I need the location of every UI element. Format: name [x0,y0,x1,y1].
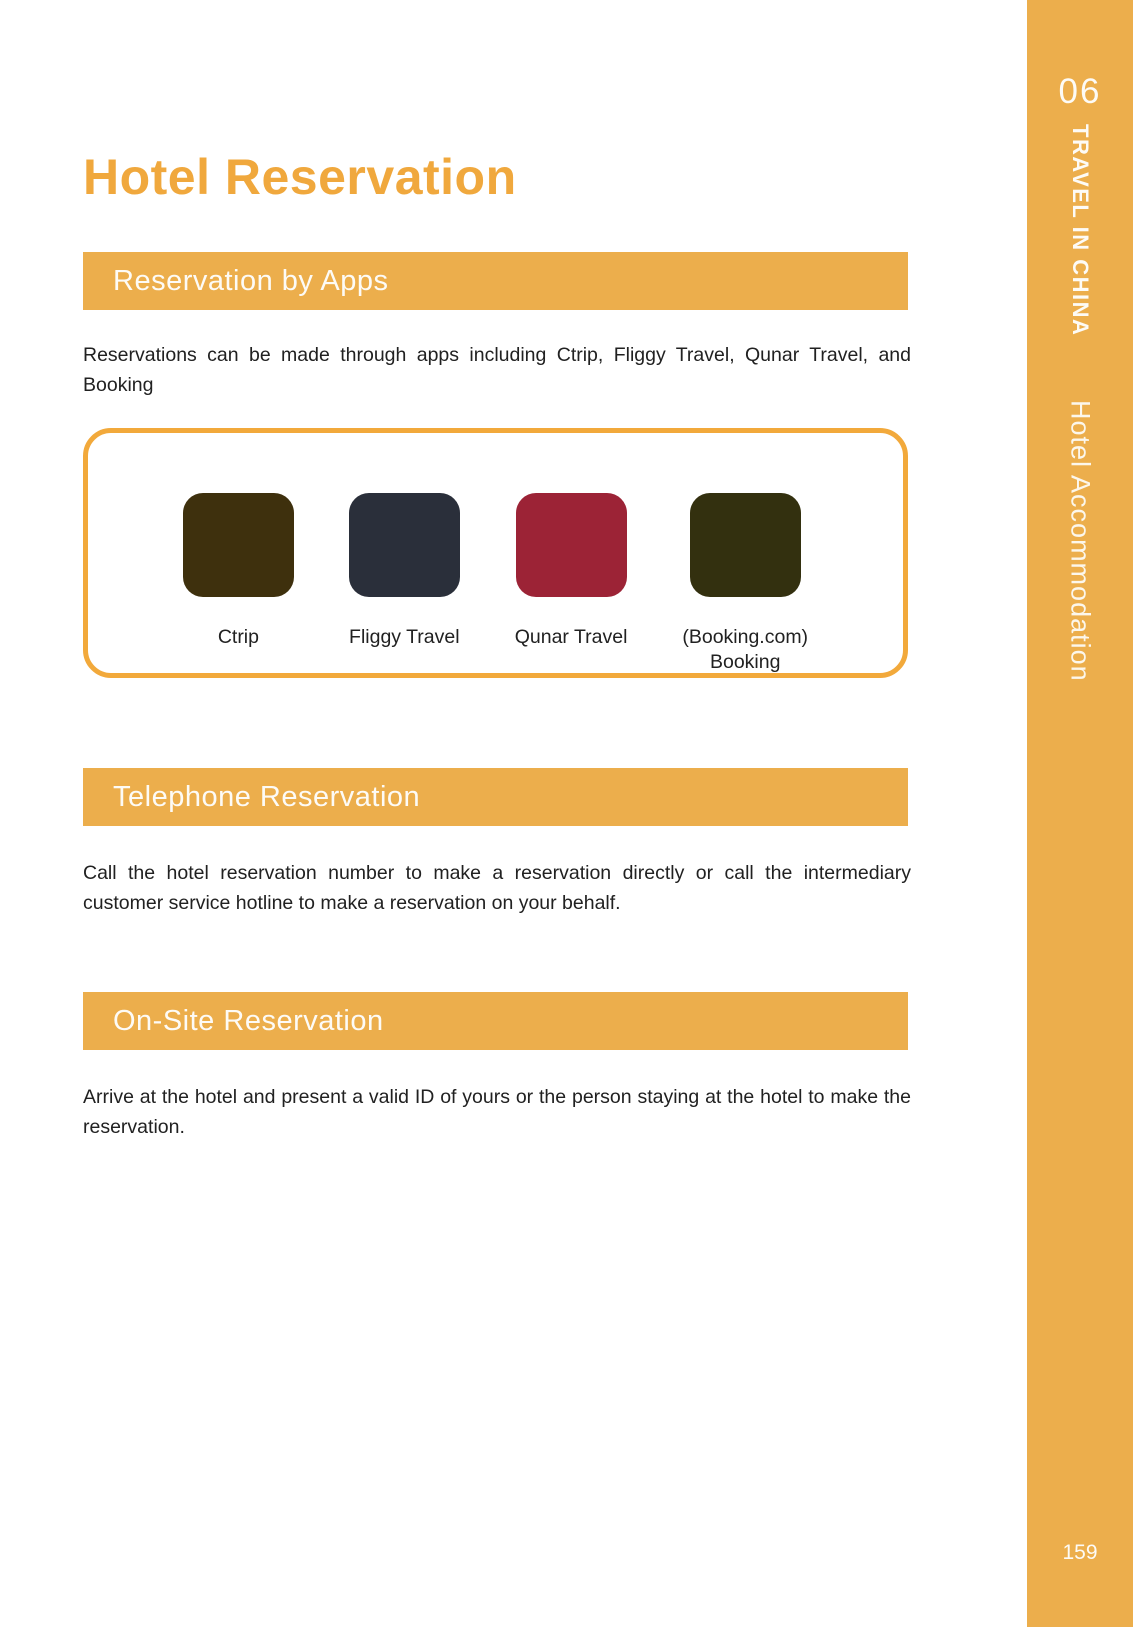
app-label: Qunar Travel [514,626,628,648]
app-label-line2: Booking [709,651,781,674]
app-item-ctrip [183,493,294,650]
app-item-fliggy [349,493,460,650]
section-heading-label: Telephone Reservation [113,780,421,813]
section-heading-label: On-Site Reservation [113,1004,384,1037]
section-heading-onsite-reservation [83,992,908,1050]
chapter-label-container [1027,124,1133,336]
section-label-container [1027,400,1133,682]
page-title: Hotel Reservation [83,149,517,205]
section-body-reservation-by-apps: Reservations can be made through apps including Ctrip, Fliggy Travel, Qunar Travel, and Booking [83,344,911,397]
section-heading-telephone-reservation [83,768,908,826]
qunar-app-icon [516,493,627,597]
app-item-qunar [515,493,628,650]
booking-app-icon [690,493,801,597]
app-label: Ctrip [217,626,259,648]
app-item-booking [682,493,808,676]
app-label: (Booking.com) [682,626,809,648]
page-number: 159 [1062,1541,1098,1564]
chapter-number: 06 [1058,72,1102,111]
apps-box [83,428,908,678]
fliggy-app-icon [349,493,460,597]
app-label: Fliggy Travel [349,626,460,648]
section-body-onsite-reservation: Arrive at the hotel and present a valid ID of yours or the person staying at the hotel to make the reservation. [83,1086,911,1139]
chapter-label: TRAVEL IN CHINA [1068,124,1093,337]
chapter-sidebar [1027,0,1133,1627]
section-heading-label: Reservation by Apps [113,264,389,297]
section-body-telephone-reservation: Call the hotel reservation number to make a reservation directly or call the intermediary customer service hotline to make a reservation on your behalf. [83,862,911,915]
ctrip-app-icon [183,493,294,597]
section-label: Hotel Accommodation [1065,400,1096,682]
section-heading-reservation-by-apps [83,252,908,310]
